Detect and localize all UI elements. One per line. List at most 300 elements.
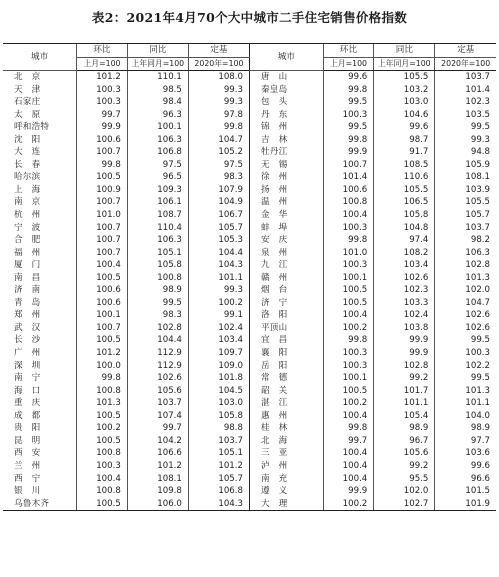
mom-index-cell: 101.2 — [77, 347, 128, 360]
mom-index-cell: 100.4 — [77, 259, 128, 272]
yoy-index-cell: 106.1 — [127, 196, 188, 209]
mom-header-left: 环比 — [77, 44, 128, 58]
city-name-cell: 杭 州 — [14, 210, 41, 221]
city-name-cell: 安 庆 — [249, 234, 323, 247]
mom-index-cell: 100.8 — [77, 385, 128, 398]
mom-index-cell: 99.5 — [323, 121, 374, 134]
base-index-cell: 96.6 — [435, 473, 496, 486]
base-index-cell: 104.7 — [435, 297, 496, 310]
city-name-cell: 襄 阳 — [249, 347, 323, 360]
table-row — [3, 121, 496, 134]
mom-index-cell: 101.0 — [77, 209, 128, 222]
mom-index-cell: 99.9 — [323, 485, 374, 498]
base-index-cell: 102.6 — [435, 309, 496, 322]
city-name-cell: 北 京 — [14, 72, 41, 82]
base-index-cell: 106.3 — [435, 247, 496, 260]
city-header-left: 城市 — [3, 44, 77, 71]
mom-subheader-left: 上月=100 — [77, 58, 128, 71]
yoy-index-cell: 98.5 — [127, 84, 188, 97]
yoy-index-cell: 103.8 — [374, 322, 435, 335]
mom-index-cell: 100.5 — [77, 334, 128, 347]
yoy-index-cell: 110.4 — [127, 222, 188, 235]
base-index-cell: 99.3 — [188, 96, 249, 109]
yoy-index-cell: 106.3 — [127, 134, 188, 147]
city-name-cell: 哈尔滨 — [14, 172, 41, 183]
mom-index-cell: 100.3 — [77, 96, 128, 109]
mom-index-cell: 99.7 — [77, 109, 128, 122]
mom-index-cell: 99.7 — [323, 435, 374, 448]
base-index-cell: 99.3 — [188, 284, 249, 297]
yoy-index-cell: 103.2 — [374, 84, 435, 97]
yoy-index-cell: 99.6 — [374, 121, 435, 134]
mom-index-cell: 100.2 — [323, 498, 374, 511]
mom-index-cell: 100.5 — [323, 284, 374, 297]
city-name-cell: 济 南 — [14, 285, 41, 296]
table-row — [3, 410, 496, 423]
base-index-cell: 101.3 — [435, 385, 496, 398]
base-index-cell: 98.8 — [188, 422, 249, 435]
base-header-right: 定基 — [435, 44, 496, 58]
yoy-index-cell: 97.4 — [374, 234, 435, 247]
base-index-cell: 99.5 — [435, 334, 496, 347]
table-row — [3, 209, 496, 222]
city-name-cell: 温 州 — [249, 196, 323, 209]
base-index-cell: 103.7 — [435, 222, 496, 235]
city-name-cell: 赣 州 — [249, 272, 323, 285]
mom-index-cell: 99.9 — [323, 146, 374, 159]
base-index-cell: 105.1 — [188, 447, 249, 460]
base-index-cell: 104.0 — [435, 410, 496, 423]
city-name-cell: 昆 明 — [14, 435, 41, 446]
yoy-index-cell: 100.8 — [127, 272, 188, 285]
base-index-cell: 104.5 — [188, 385, 249, 398]
city-name-cell: 沈 阳 — [14, 134, 41, 145]
table-row — [3, 96, 496, 109]
base-index-cell: 99.6 — [435, 460, 496, 473]
base-index-cell: 94.8 — [435, 146, 496, 159]
yoy-subheader-left: 上年同月=100 — [127, 58, 188, 71]
mom-index-cell: 100.8 — [77, 485, 128, 498]
city-name-cell: 金 华 — [249, 209, 323, 222]
base-index-cell: 99.5 — [435, 121, 496, 134]
city-name-cell: 宜 昌 — [249, 334, 323, 347]
table-row — [3, 159, 496, 172]
mom-index-cell: 100.4 — [77, 473, 128, 486]
mom-index-cell: 100.7 — [77, 146, 128, 159]
base-index-cell: 101.9 — [435, 498, 496, 511]
table-row — [3, 422, 496, 435]
yoy-index-cell: 102.6 — [374, 272, 435, 285]
base-index-cell: 103.9 — [435, 184, 496, 197]
yoy-index-cell: 102.4 — [374, 309, 435, 322]
city-name-cell: 北 海 — [249, 435, 323, 448]
base-index-cell: 102.3 — [435, 96, 496, 109]
mom-index-cell: 99.6 — [323, 71, 374, 84]
city-name-cell: 吉 林 — [249, 134, 323, 147]
mom-index-cell: 100.5 — [323, 297, 374, 310]
base-index-cell: 97.7 — [435, 435, 496, 448]
base-index-cell: 105.8 — [188, 410, 249, 423]
base-header-left: 定基 — [188, 44, 249, 58]
mom-index-cell: 99.8 — [323, 234, 374, 247]
city-name-cell: 贵 阳 — [14, 423, 41, 434]
mom-index-cell: 100.7 — [77, 196, 128, 209]
base-index-cell: 102.2 — [435, 360, 496, 373]
table-row — [3, 184, 496, 197]
base-index-cell: 106.7 — [188, 209, 249, 222]
mom-index-cell: 101.3 — [77, 397, 128, 410]
base-index-cell: 99.5 — [435, 372, 496, 385]
mom-index-cell: 99.8 — [323, 84, 374, 97]
table-row — [3, 309, 496, 322]
yoy-index-cell: 105.4 — [374, 410, 435, 423]
mom-index-cell: 100.5 — [77, 435, 128, 448]
base-subheader-left: 2020年=100 — [188, 58, 249, 71]
base-index-cell: 104.3 — [188, 498, 249, 511]
city-name-cell: 乌鲁木齐 — [3, 498, 77, 511]
table-row — [3, 473, 496, 486]
yoy-index-cell: 108.1 — [127, 473, 188, 486]
base-index-cell: 99.8 — [188, 121, 249, 134]
base-index-cell: 97.5 — [188, 159, 249, 172]
city-name-cell: 蚌 埠 — [249, 222, 323, 235]
mom-header-right: 环比 — [323, 44, 374, 58]
yoy-index-cell: 112.9 — [127, 347, 188, 360]
city-name-cell: 秦皇岛 — [249, 84, 323, 97]
mom-index-cell: 100.1 — [323, 272, 374, 285]
yoy-index-cell: 104.4 — [127, 334, 188, 347]
mom-index-cell: 100.3 — [323, 259, 374, 272]
base-index-cell: 98.2 — [435, 234, 496, 247]
base-index-cell: 100.2 — [188, 297, 249, 310]
mom-index-cell: 101.2 — [77, 71, 128, 84]
base-index-cell: 109.7 — [188, 347, 249, 360]
city-name-cell: 石家庄 — [14, 97, 41, 108]
table-title: 表2：2021年4月70个大中城市二手住宅销售价格指数 — [91, 10, 408, 25]
base-index-cell: 99.1 — [188, 309, 249, 322]
mom-index-cell: 101.4 — [323, 171, 374, 184]
yoy-index-cell: 102.6 — [127, 372, 188, 385]
mom-index-cell: 100.4 — [323, 460, 374, 473]
city-name-cell: 兰 州 — [14, 460, 41, 471]
table-row — [3, 146, 496, 159]
table-row — [3, 498, 496, 511]
yoy-index-cell: 105.8 — [374, 209, 435, 222]
mom-index-cell: 100.6 — [77, 297, 128, 310]
mom-index-cell: 100.5 — [323, 385, 374, 398]
base-index-cell: 106.8 — [188, 485, 249, 498]
base-index-cell: 103.7 — [188, 435, 249, 448]
mom-index-cell: 100.6 — [323, 184, 374, 197]
yoy-index-cell: 108.7 — [127, 209, 188, 222]
yoy-index-cell: 96.3 — [127, 109, 188, 122]
mom-index-cell: 99.8 — [77, 159, 128, 172]
table-row — [3, 134, 496, 147]
mom-index-cell: 99.9 — [77, 121, 128, 134]
base-index-cell: 100.3 — [435, 347, 496, 360]
base-index-cell: 99.3 — [435, 134, 496, 147]
table-row — [3, 347, 496, 360]
yoy-index-cell: 101.1 — [374, 397, 435, 410]
yoy-index-cell: 99.2 — [374, 460, 435, 473]
mom-index-cell: 100.8 — [323, 196, 374, 209]
yoy-index-cell: 96.5 — [127, 171, 188, 184]
mom-index-cell: 100.3 — [77, 460, 128, 473]
mom-index-cell: 100.3 — [77, 84, 128, 97]
city-name-cell: 重 庆 — [14, 398, 41, 409]
mom-index-cell: 100.5 — [77, 272, 128, 285]
yoy-index-cell: 103.0 — [374, 96, 435, 109]
table-row — [3, 485, 496, 498]
base-index-cell: 98.9 — [435, 422, 496, 435]
city-name-cell: 大 连 — [14, 147, 41, 158]
yoy-index-cell: 108.5 — [374, 159, 435, 172]
yoy-header-right: 同比 — [374, 44, 435, 58]
base-index-cell: 105.5 — [435, 196, 496, 209]
table-row — [3, 259, 496, 272]
yoy-index-cell: 109.3 — [127, 184, 188, 197]
table-row — [3, 297, 496, 310]
yoy-index-cell: 105.6 — [374, 447, 435, 460]
base-index-cell: 102.4 — [188, 322, 249, 335]
mom-index-cell: 99.8 — [323, 334, 374, 347]
yoy-index-cell: 101.7 — [374, 385, 435, 398]
mom-index-cell: 100.4 — [323, 410, 374, 423]
mom-index-cell: 100.5 — [77, 410, 128, 423]
table-row — [3, 460, 496, 473]
yoy-index-cell: 108.2 — [374, 247, 435, 260]
city-name-cell: 扬 州 — [249, 184, 323, 197]
table-row — [3, 322, 496, 335]
city-name-cell: 南 京 — [14, 197, 41, 208]
mom-index-cell: 100.7 — [323, 159, 374, 172]
mom-index-cell: 100.3 — [323, 109, 374, 122]
table-row — [3, 385, 496, 398]
table-row — [3, 71, 496, 84]
mom-index-cell: 100.2 — [323, 322, 374, 335]
city-name-cell: 南 宁 — [14, 373, 41, 384]
base-index-cell: 105.3 — [188, 234, 249, 247]
yoy-index-cell: 105.5 — [374, 184, 435, 197]
city-header-right: 城市 — [249, 44, 323, 71]
mom-index-cell: 100.6 — [77, 284, 128, 297]
mom-index-cell: 100.4 — [323, 209, 374, 222]
mom-index-cell: 100.3 — [323, 360, 374, 373]
base-subheader-right: 2020年=100 — [435, 58, 496, 71]
city-name-cell: 泉 州 — [249, 247, 323, 260]
yoy-index-cell: 102.8 — [127, 322, 188, 335]
yoy-index-cell: 96.7 — [374, 435, 435, 448]
yoy-index-cell: 105.8 — [127, 259, 188, 272]
yoy-index-cell: 99.5 — [127, 297, 188, 310]
base-index-cell: 97.8 — [188, 109, 249, 122]
base-index-cell: 103.4 — [188, 334, 249, 347]
yoy-index-cell: 98.3 — [127, 309, 188, 322]
table-row — [3, 222, 496, 235]
city-name-cell: 西 安 — [14, 448, 41, 459]
yoy-index-cell: 91.7 — [374, 146, 435, 159]
table-row — [3, 334, 496, 347]
city-name-cell: 平顶山 — [249, 322, 323, 335]
base-index-cell: 99.3 — [188, 84, 249, 97]
city-name-cell: 太 原 — [14, 109, 41, 120]
base-index-cell: 105.7 — [435, 209, 496, 222]
city-name-cell: 福 州 — [14, 247, 41, 258]
yoy-index-cell: 98.7 — [374, 134, 435, 147]
yoy-index-cell: 95.5 — [374, 473, 435, 486]
table-row — [3, 372, 496, 385]
yoy-index-cell: 105.6 — [127, 385, 188, 398]
table-row — [3, 171, 496, 184]
yoy-index-cell: 106.0 — [127, 498, 188, 511]
city-name-cell: 呼和浩特 — [14, 122, 50, 133]
table-row — [3, 247, 496, 260]
city-name-cell: 无 锡 — [249, 159, 323, 172]
city-name-cell: 青 岛 — [14, 297, 41, 308]
price-index-table — [3, 43, 496, 511]
table-row — [3, 234, 496, 247]
mom-index-cell: 100.4 — [323, 447, 374, 460]
base-index-cell: 109.0 — [188, 360, 249, 373]
yoy-index-cell: 98.4 — [127, 96, 188, 109]
city-name-cell: 银 川 — [14, 486, 41, 497]
base-index-cell: 103.7 — [435, 71, 496, 84]
table-row — [3, 447, 496, 460]
city-name-cell: 郑 州 — [14, 310, 41, 321]
yoy-index-cell: 112.9 — [127, 360, 188, 373]
mom-subheader-right: 上月=100 — [323, 58, 374, 71]
table-row — [3, 272, 496, 285]
mom-index-cell: 99.8 — [323, 422, 374, 435]
city-name-cell: 徐 州 — [249, 171, 323, 184]
city-name-cell: 南 充 — [249, 473, 323, 486]
city-name-cell: 长 春 — [14, 159, 41, 170]
city-name-cell: 长 沙 — [14, 335, 41, 346]
base-index-cell: 103.0 — [188, 397, 249, 410]
city-name-cell: 合 肥 — [14, 235, 41, 246]
mom-index-cell: 100.8 — [77, 447, 128, 460]
city-name-cell: 泸 州 — [249, 460, 323, 473]
yoy-index-cell: 106.8 — [127, 146, 188, 159]
city-name-cell: 牡丹江 — [249, 146, 323, 159]
yoy-index-cell: 106.3 — [127, 234, 188, 247]
base-index-cell: 108.0 — [188, 71, 249, 84]
city-name-cell: 厦 门 — [14, 260, 41, 271]
base-index-cell: 101.8 — [188, 372, 249, 385]
mom-index-cell: 100.1 — [77, 309, 128, 322]
base-index-cell: 101.1 — [188, 272, 249, 285]
yoy-header-left: 同比 — [127, 44, 188, 58]
yoy-subheader-right: 上年同月=100 — [374, 58, 435, 71]
yoy-index-cell: 97.5 — [127, 159, 188, 172]
base-index-cell: 107.9 — [188, 184, 249, 197]
city-name-cell: 宁 波 — [14, 222, 41, 233]
mom-index-cell: 99.8 — [323, 134, 374, 147]
mom-index-cell: 100.4 — [323, 309, 374, 322]
city-name-cell: 锦 州 — [249, 121, 323, 134]
yoy-index-cell: 102.8 — [374, 360, 435, 373]
city-name-cell: 南 昌 — [14, 272, 41, 283]
yoy-index-cell: 103.3 — [374, 297, 435, 310]
mom-index-cell: 100.9 — [77, 184, 128, 197]
base-index-cell: 105.9 — [435, 159, 496, 172]
yoy-index-cell: 98.9 — [127, 284, 188, 297]
city-name-cell: 烟 台 — [249, 284, 323, 297]
city-name-cell: 九 江 — [249, 259, 323, 272]
city-name-cell: 大 理 — [249, 498, 323, 511]
yoy-index-cell: 106.6 — [127, 447, 188, 460]
yoy-index-cell: 101.2 — [127, 460, 188, 473]
city-name-cell: 洛 阳 — [249, 309, 323, 322]
city-name-cell: 丹 东 — [249, 109, 323, 122]
base-index-cell: 102.0 — [435, 284, 496, 297]
yoy-index-cell: 105.1 — [127, 247, 188, 260]
city-name-cell: 包 头 — [249, 96, 323, 109]
yoy-index-cell: 102.0 — [374, 485, 435, 498]
base-index-cell: 101.3 — [435, 272, 496, 285]
table-body — [3, 71, 496, 511]
yoy-index-cell: 98.9 — [374, 422, 435, 435]
yoy-index-cell: 110.1 — [127, 71, 188, 84]
base-index-cell: 104.9 — [188, 196, 249, 209]
mom-index-cell: 100.7 — [77, 247, 128, 260]
mom-index-cell: 100.7 — [77, 322, 128, 335]
mom-index-cell: 100.0 — [77, 360, 128, 373]
yoy-index-cell: 102.7 — [374, 498, 435, 511]
yoy-index-cell: 99.9 — [374, 347, 435, 360]
city-name-cell: 济 宁 — [249, 297, 323, 310]
base-index-cell: 104.7 — [188, 134, 249, 147]
city-name-cell: 深 圳 — [14, 360, 41, 371]
base-index-cell: 104.3 — [188, 259, 249, 272]
table-row — [3, 284, 496, 297]
base-index-cell: 102.8 — [435, 259, 496, 272]
mom-index-cell: 100.3 — [323, 347, 374, 360]
table-row — [3, 84, 496, 97]
yoy-index-cell: 107.4 — [127, 410, 188, 423]
base-index-cell: 105.2 — [188, 146, 249, 159]
city-name-cell: 海 口 — [14, 385, 41, 396]
base-index-cell: 105.7 — [188, 473, 249, 486]
base-index-cell: 101.4 — [435, 84, 496, 97]
table-row — [3, 397, 496, 410]
base-index-cell: 104.4 — [188, 247, 249, 260]
yoy-index-cell: 99.2 — [374, 372, 435, 385]
city-name-cell: 三 亚 — [249, 447, 323, 460]
mom-index-cell: 99.5 — [323, 96, 374, 109]
base-index-cell: 98.3 — [188, 171, 249, 184]
mom-index-cell: 100.6 — [77, 134, 128, 147]
base-index-cell: 108.1 — [435, 171, 496, 184]
mom-index-cell: 100.7 — [77, 234, 128, 247]
base-index-cell: 101.2 — [188, 460, 249, 473]
mom-index-cell: 99.8 — [77, 372, 128, 385]
city-name-cell: 湛 江 — [249, 397, 323, 410]
city-name-cell: 西 宁 — [14, 473, 41, 484]
city-name-cell: 上 海 — [14, 184, 41, 195]
mom-index-cell: 100.1 — [323, 372, 374, 385]
yoy-index-cell: 103.7 — [127, 397, 188, 410]
table-row — [3, 435, 496, 448]
city-name-cell: 成 都 — [14, 410, 41, 421]
base-index-cell: 101.5 — [435, 485, 496, 498]
yoy-index-cell: 105.5 — [374, 71, 435, 84]
yoy-index-cell: 110.6 — [374, 171, 435, 184]
mom-index-cell: 100.5 — [77, 498, 128, 511]
mom-index-cell: 100.5 — [77, 171, 128, 184]
base-index-cell: 102.6 — [435, 322, 496, 335]
yoy-index-cell: 104.6 — [374, 109, 435, 122]
